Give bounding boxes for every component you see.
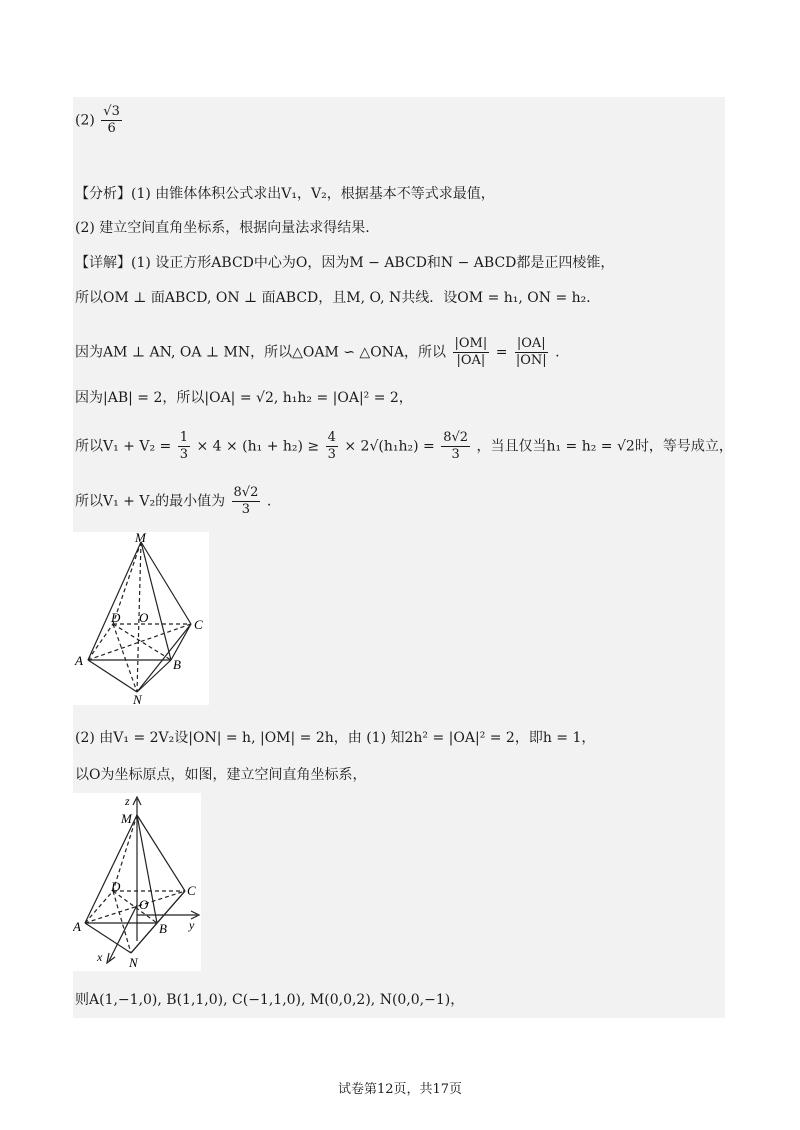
label-O: O — [139, 610, 149, 625]
detail-line-3-frac-2 — [514, 336, 549, 369]
detail-line-5-mid2: × 2√(h₁h₂) = — [344, 438, 435, 455]
label-M: M — [121, 811, 132, 826]
figure-2-box — [73, 793, 201, 971]
part2-answer-label: (2) — [75, 112, 95, 129]
detail-line-5-frac-3-den: 3 — [451, 447, 460, 462]
detail-line-3-eq: = — [495, 344, 508, 361]
part2-line-2: 以O为坐标原点，如图，建立空间直角坐标系， — [75, 767, 367, 783]
detail-line-6-post: . — [266, 493, 272, 510]
part2-answer-num: √3 — [103, 104, 120, 119]
detail-line-3-frac-1 — [453, 336, 490, 369]
label-O: O — [139, 897, 149, 912]
label-N: N — [133, 692, 142, 705]
edge-AN — [88, 660, 137, 692]
detail-line-5-frac-2 — [326, 430, 338, 463]
bipyramid-figure-1 — [73, 532, 209, 705]
part2-answer-fraction — [101, 104, 122, 137]
label-N: N — [129, 955, 138, 970]
label-D: D — [111, 610, 121, 625]
part2-answer — [75, 104, 124, 137]
part2-answer-den: 6 — [107, 121, 116, 136]
detail-line-5-frac-1 — [178, 430, 190, 463]
coords-line: 则A(1,−1,0), B(1,1,0), C(−1,1,0), M(0,0,2), N(0,0,−1)， — [75, 992, 465, 1008]
detail-line-5-mid: × 4 × (h₁ + h₂) ≥ — [196, 438, 320, 455]
label-x: x — [97, 950, 103, 964]
detail-line-5-frac-1-num: 1 — [179, 430, 188, 445]
edge-DN — [113, 624, 137, 692]
label-y: y — [189, 918, 195, 932]
bipyramid-figure-2 — [73, 793, 201, 971]
diag-AC — [88, 624, 191, 660]
detail-line-6-den: 3 — [241, 502, 251, 517]
edge-MA — [88, 542, 141, 660]
detail-line-5 — [75, 430, 733, 463]
analysis-line-1: 【分析】(1) 由锥体体积公式求出V₁，V₂，根据基本不等式求最值， — [75, 186, 495, 202]
detail-line-3-frac-1-num: |OM| — [454, 336, 488, 351]
label-M: M — [135, 532, 146, 545]
detail-line-3-frac-2-den: |ON| — [515, 353, 547, 368]
detail-line-3-post: . — [555, 344, 560, 361]
label-B: B — [159, 921, 167, 936]
detail-line-3-pre: 因为AM ⊥ AN, OA ⊥ MN，所以△OAM ∽ △ONA，所以 — [75, 344, 447, 361]
page-footer: 试卷第12页，共17页 — [337, 1082, 463, 1097]
edge-MB — [141, 542, 171, 660]
detail-line-3-frac-1-den: |OA| — [456, 353, 486, 368]
detail-line-5-frac-3-num: 8√2 — [443, 430, 469, 445]
detail-line-5-frac-1-den: 3 — [179, 447, 188, 462]
detail-line-6 — [75, 485, 271, 518]
label-A: A — [75, 653, 83, 668]
analysis-line-2: (2) 建立空间直角坐标系，根据向量法求得结果. — [75, 220, 370, 236]
detail-line-1: 【详解】(1) 设正方形ABCD中心为O，因为M − ABCD和N − ABCD都是正四棱锥， — [75, 255, 615, 271]
diag-AC — [85, 891, 185, 923]
detail-line-4: 因为|AB| = 2，所以|OA| = √2, h₁h₂ = |OA|² = 2， — [75, 390, 413, 406]
detail-line-6-frac — [232, 485, 261, 518]
diag-DB — [113, 624, 171, 660]
edge-AD — [88, 624, 113, 660]
label-B: B — [173, 657, 181, 672]
figure-1-box — [73, 532, 209, 705]
detail-line-3-frac-2-num: |OA| — [516, 336, 546, 351]
detail-line-5-frac-3 — [441, 430, 470, 463]
label-C: C — [187, 883, 196, 898]
detail-line-5-frac-2-num: 4 — [327, 430, 336, 445]
edge-MA — [85, 815, 137, 923]
detail-line-5-pre: 所以V₁ + V₂ = — [75, 438, 172, 455]
detail-line-6-num: 8√2 — [233, 485, 259, 500]
detail-line-5-frac-2-den: 3 — [327, 447, 336, 462]
label-D: D — [111, 879, 121, 894]
edge-MC — [141, 542, 191, 624]
detail-line-3 — [75, 336, 560, 369]
part2-line-1: (2) 由V₁ = 2V₂设|ON| = h, |OM| = 2h，由 (1) 知2h² = |OA|² = 2，即h = 1， — [75, 730, 596, 746]
edge-BN — [137, 660, 171, 692]
label-A: A — [73, 919, 81, 934]
detail-line-5-post: ，当且仅当h₁ = h₂ = √2时，等号成立， — [476, 438, 733, 455]
label-C: C — [194, 617, 203, 632]
detail-line-6-pre: 所以V₁ + V₂的最小值为 — [75, 493, 226, 510]
detail-line-2: 所以OM ⊥ 面ABCD, ON ⊥ 面ABCD，且M, O, N共线．设OM = h₁, ON = h₂． — [75, 290, 601, 306]
label-z: z — [125, 794, 130, 808]
